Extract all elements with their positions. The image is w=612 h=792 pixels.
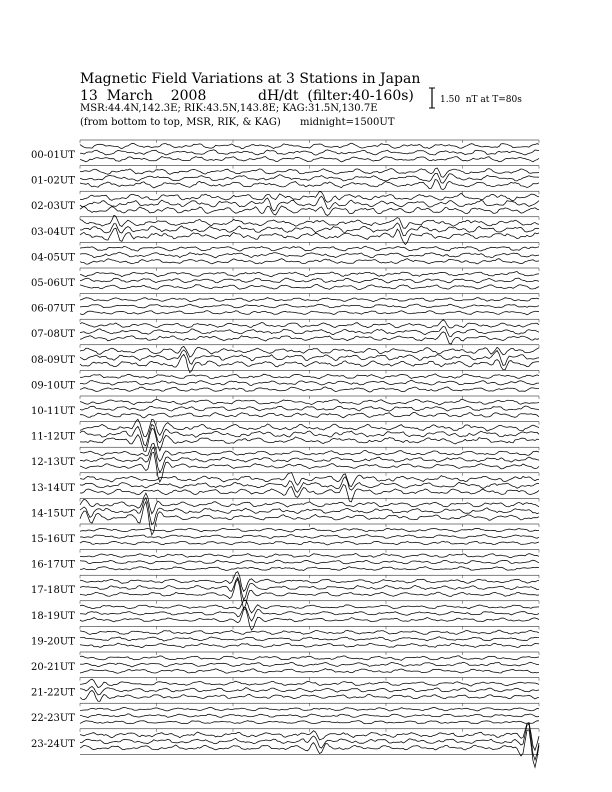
hour-label: 20-21UT (31, 662, 75, 673)
trace-msr (80, 346, 539, 357)
hour-label: 19-20UT (31, 636, 75, 648)
midnight-note: midnight=1500UT (300, 117, 395, 128)
trace-msr (80, 298, 539, 302)
hour-row (31, 345, 539, 373)
trace-kag (80, 412, 539, 418)
hour-row (31, 319, 539, 344)
trace-msr (80, 399, 539, 405)
hour-row (31, 370, 539, 392)
trace-kag (80, 452, 539, 482)
hour-row (31, 524, 539, 545)
chart-date: 13 March 2008 (80, 88, 207, 104)
hour-label: 18-19UT (31, 610, 75, 622)
trace-kag (80, 180, 539, 190)
hour-row (31, 723, 539, 768)
trace-kag (80, 579, 539, 609)
hour-row (31, 493, 539, 535)
hour-row (31, 166, 539, 190)
trace-kag (80, 206, 539, 216)
trace-msr (80, 656, 539, 660)
trace-rik (80, 406, 539, 411)
hour-row (31, 473, 539, 502)
hour-row (31, 242, 539, 264)
hour-label: 10-11UT (31, 406, 75, 417)
trace-rik (80, 326, 539, 336)
trace-msr (80, 374, 539, 379)
trace-rik (80, 173, 539, 183)
trace-rik (80, 380, 539, 385)
hour-label: 02-03UT (31, 201, 75, 213)
hour-label: 07-08UT (31, 329, 75, 341)
trace-rik (80, 252, 539, 258)
hour-row (31, 652, 539, 673)
trace-msr (80, 143, 539, 149)
trace-msr (80, 630, 539, 635)
hour-label: 16-17UT (31, 559, 75, 571)
trace-msr (80, 707, 539, 711)
hour-row (31, 550, 539, 571)
trace-rik (80, 577, 539, 600)
hour-row (31, 268, 539, 290)
hour-label: 09-10UT (31, 380, 75, 392)
trace-msr (80, 246, 539, 251)
trace-msr (80, 168, 539, 177)
trace-rik (80, 637, 539, 642)
trace-kag (80, 690, 539, 701)
filter-note: dH/dt (filter:40-160s) (258, 88, 414, 104)
hour-row (31, 678, 539, 702)
trace-msr (80, 528, 539, 532)
trace-rik (80, 662, 539, 667)
station-order-note: (from bottom to top, MSR, RIK, & KAG) (80, 117, 281, 128)
hour-row (31, 215, 539, 244)
trace-kag (80, 387, 539, 392)
hour-row (31, 572, 539, 609)
trace-kag (80, 643, 539, 648)
trace-rik (80, 477, 539, 493)
hour-row (31, 191, 539, 215)
trace-msr (80, 723, 539, 751)
trace-rik (80, 560, 539, 564)
hour-row (31, 140, 539, 162)
hour-label: 03-04UT (31, 226, 75, 238)
hour-label: 17-18UT (31, 585, 75, 597)
hour-row (31, 294, 539, 315)
station-coordinates: MSR:44.4N,142.3E; RIK:43.5N,143.8E; KAG:31.5N,130.7E (80, 103, 378, 114)
hour-label: 12-13UT (31, 457, 75, 469)
trace-rik (80, 535, 539, 539)
hour-label: 05-06UT (31, 278, 75, 289)
hour-label: 08-09UT (31, 354, 75, 366)
trace-rik (80, 304, 539, 308)
hour-rows (31, 140, 539, 767)
trace-rik (80, 150, 539, 155)
hour-label: 21-22UT (31, 687, 75, 699)
hour-row (31, 703, 539, 724)
trace-kag (80, 311, 539, 315)
trace-rik (80, 714, 539, 718)
hour-label: 06-07UT (31, 303, 75, 315)
trace-kag (80, 157, 539, 162)
hour-label: 22-23UT (31, 713, 75, 725)
hour-label: 14-15UT (31, 508, 75, 520)
trace-kag (80, 721, 539, 724)
trace-rik (80, 687, 539, 695)
trace-kag (80, 285, 539, 290)
hour-label: 13-14UT (31, 482, 75, 494)
trace-kag (80, 259, 539, 264)
trace-msr (80, 554, 539, 558)
hour-row (31, 626, 539, 647)
hour-row (31, 396, 539, 418)
hour-label: 00-01UT (31, 150, 75, 161)
hour-label: 04-05UT (31, 252, 75, 264)
trace-kag (80, 228, 539, 244)
trace-rik (80, 223, 539, 236)
hour-label: 15-16UT (31, 534, 75, 545)
trace-msr (80, 272, 539, 277)
hour-row (31, 419, 539, 451)
scale-bar-label: 1.50 nT at T=80s (440, 95, 522, 105)
trace-kag (80, 669, 539, 674)
hour-label: 23-24UT (31, 738, 75, 750)
hour-label: 01-02UT (31, 175, 75, 187)
chart-title: Magnetic Field Variations at 3 Stations in Japan (80, 71, 421, 87)
trace-rik (80, 278, 539, 283)
hour-row (31, 600, 539, 630)
trace-kag (80, 541, 539, 545)
scale-bar (429, 88, 435, 108)
hour-row (31, 443, 539, 482)
hour-label: 11-12UT (31, 431, 75, 443)
trace-kag (80, 567, 539, 571)
